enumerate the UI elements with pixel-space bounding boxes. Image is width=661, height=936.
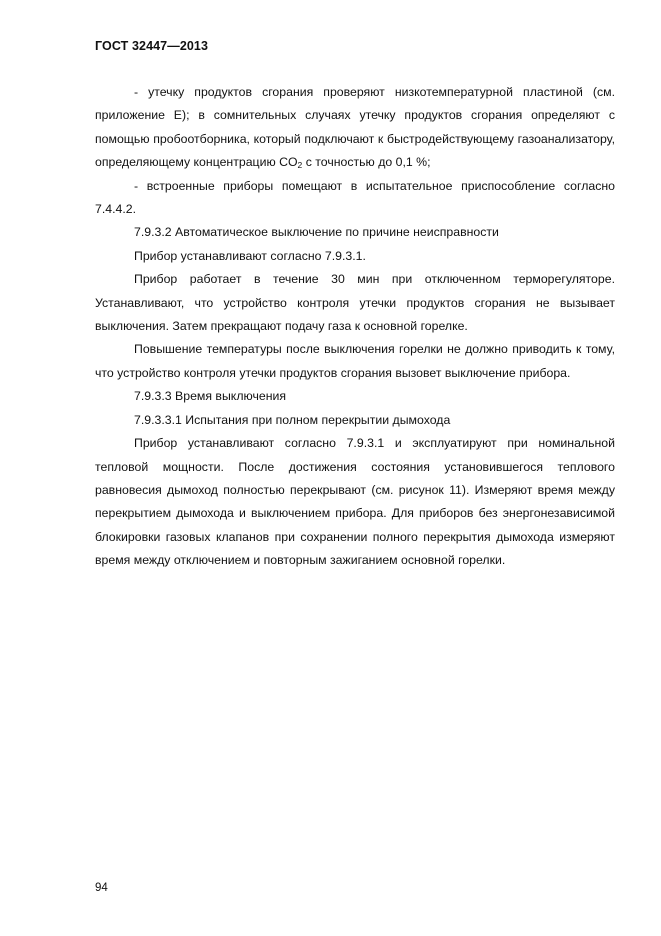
paragraph-text: - утечку продуктов сгорания проверяют низкотемпературной пластиной (см. приложение Е); в сомнительных случаях утечку продуктов сгорания определяют с помощью пробоотборника, который подключают к быстродействующему газоанализатору, определяющему концентрацию CO — [95, 85, 615, 170]
document-header-code: ГОСТ 32447—2013 — [95, 39, 209, 53]
section-heading-7-9-3-3: 7.9.3.3 Время выключения — [134, 389, 287, 404]
paragraph-temperature-rise: Повышение температуры после выключения горелки не должно приводить к тому, что устройство контроля утечки продуктов сгорания вызовет выключение прибора. — [95, 342, 615, 380]
section-heading-7-9-3-3-1: 7.9.3.3.1 Испытания при полном перекрытии дымохода — [134, 412, 451, 427]
paragraph-operation: Прибор работает в течение 30 мин при отключенном терморегуляторе. Устанавливают, что устройство контроля утечки продуктов сгорания не вызывает выключения. Затем прекращают подачу газа к основной горелке. — [95, 272, 615, 334]
subscript-2: 2 — [297, 160, 303, 171]
paragraph-built-in-devices: - встроенные приборы помещают в испытательное приспособление согласно 7.4.4.2. — [95, 178, 615, 217]
paragraph-text-end: с точностью до 0,1 %; — [302, 155, 431, 170]
paragraph-full-blockage-test: Прибор устанавливают согласно 7.9.3.1 и эксплуатируют при номинальной тепловой мощности. После достижения состояния установившегося теплового равновесия дымоход полностью перекрывают (см. рисунок 11). Измеряют время между перекрытием дымохода и выключением прибора. Для приборов без энергонезависимой блокировки газовых клапанов при сохранении полного перекрытия дымохода измеряют время между отключением и повторным зажиганием основной горелки. — [95, 436, 615, 568]
paragraph-installation: Прибор устанавливают согласно 7.9.3.1. — [134, 248, 366, 263]
paragraph-co-leak-check — [95, 81, 615, 175]
section-heading-7-9-3-2: 7.9.3.2 Автоматическое выключение по причине неисправности — [134, 225, 499, 240]
page-body — [95, 81, 615, 573]
page-number: 94 — [95, 882, 108, 894]
